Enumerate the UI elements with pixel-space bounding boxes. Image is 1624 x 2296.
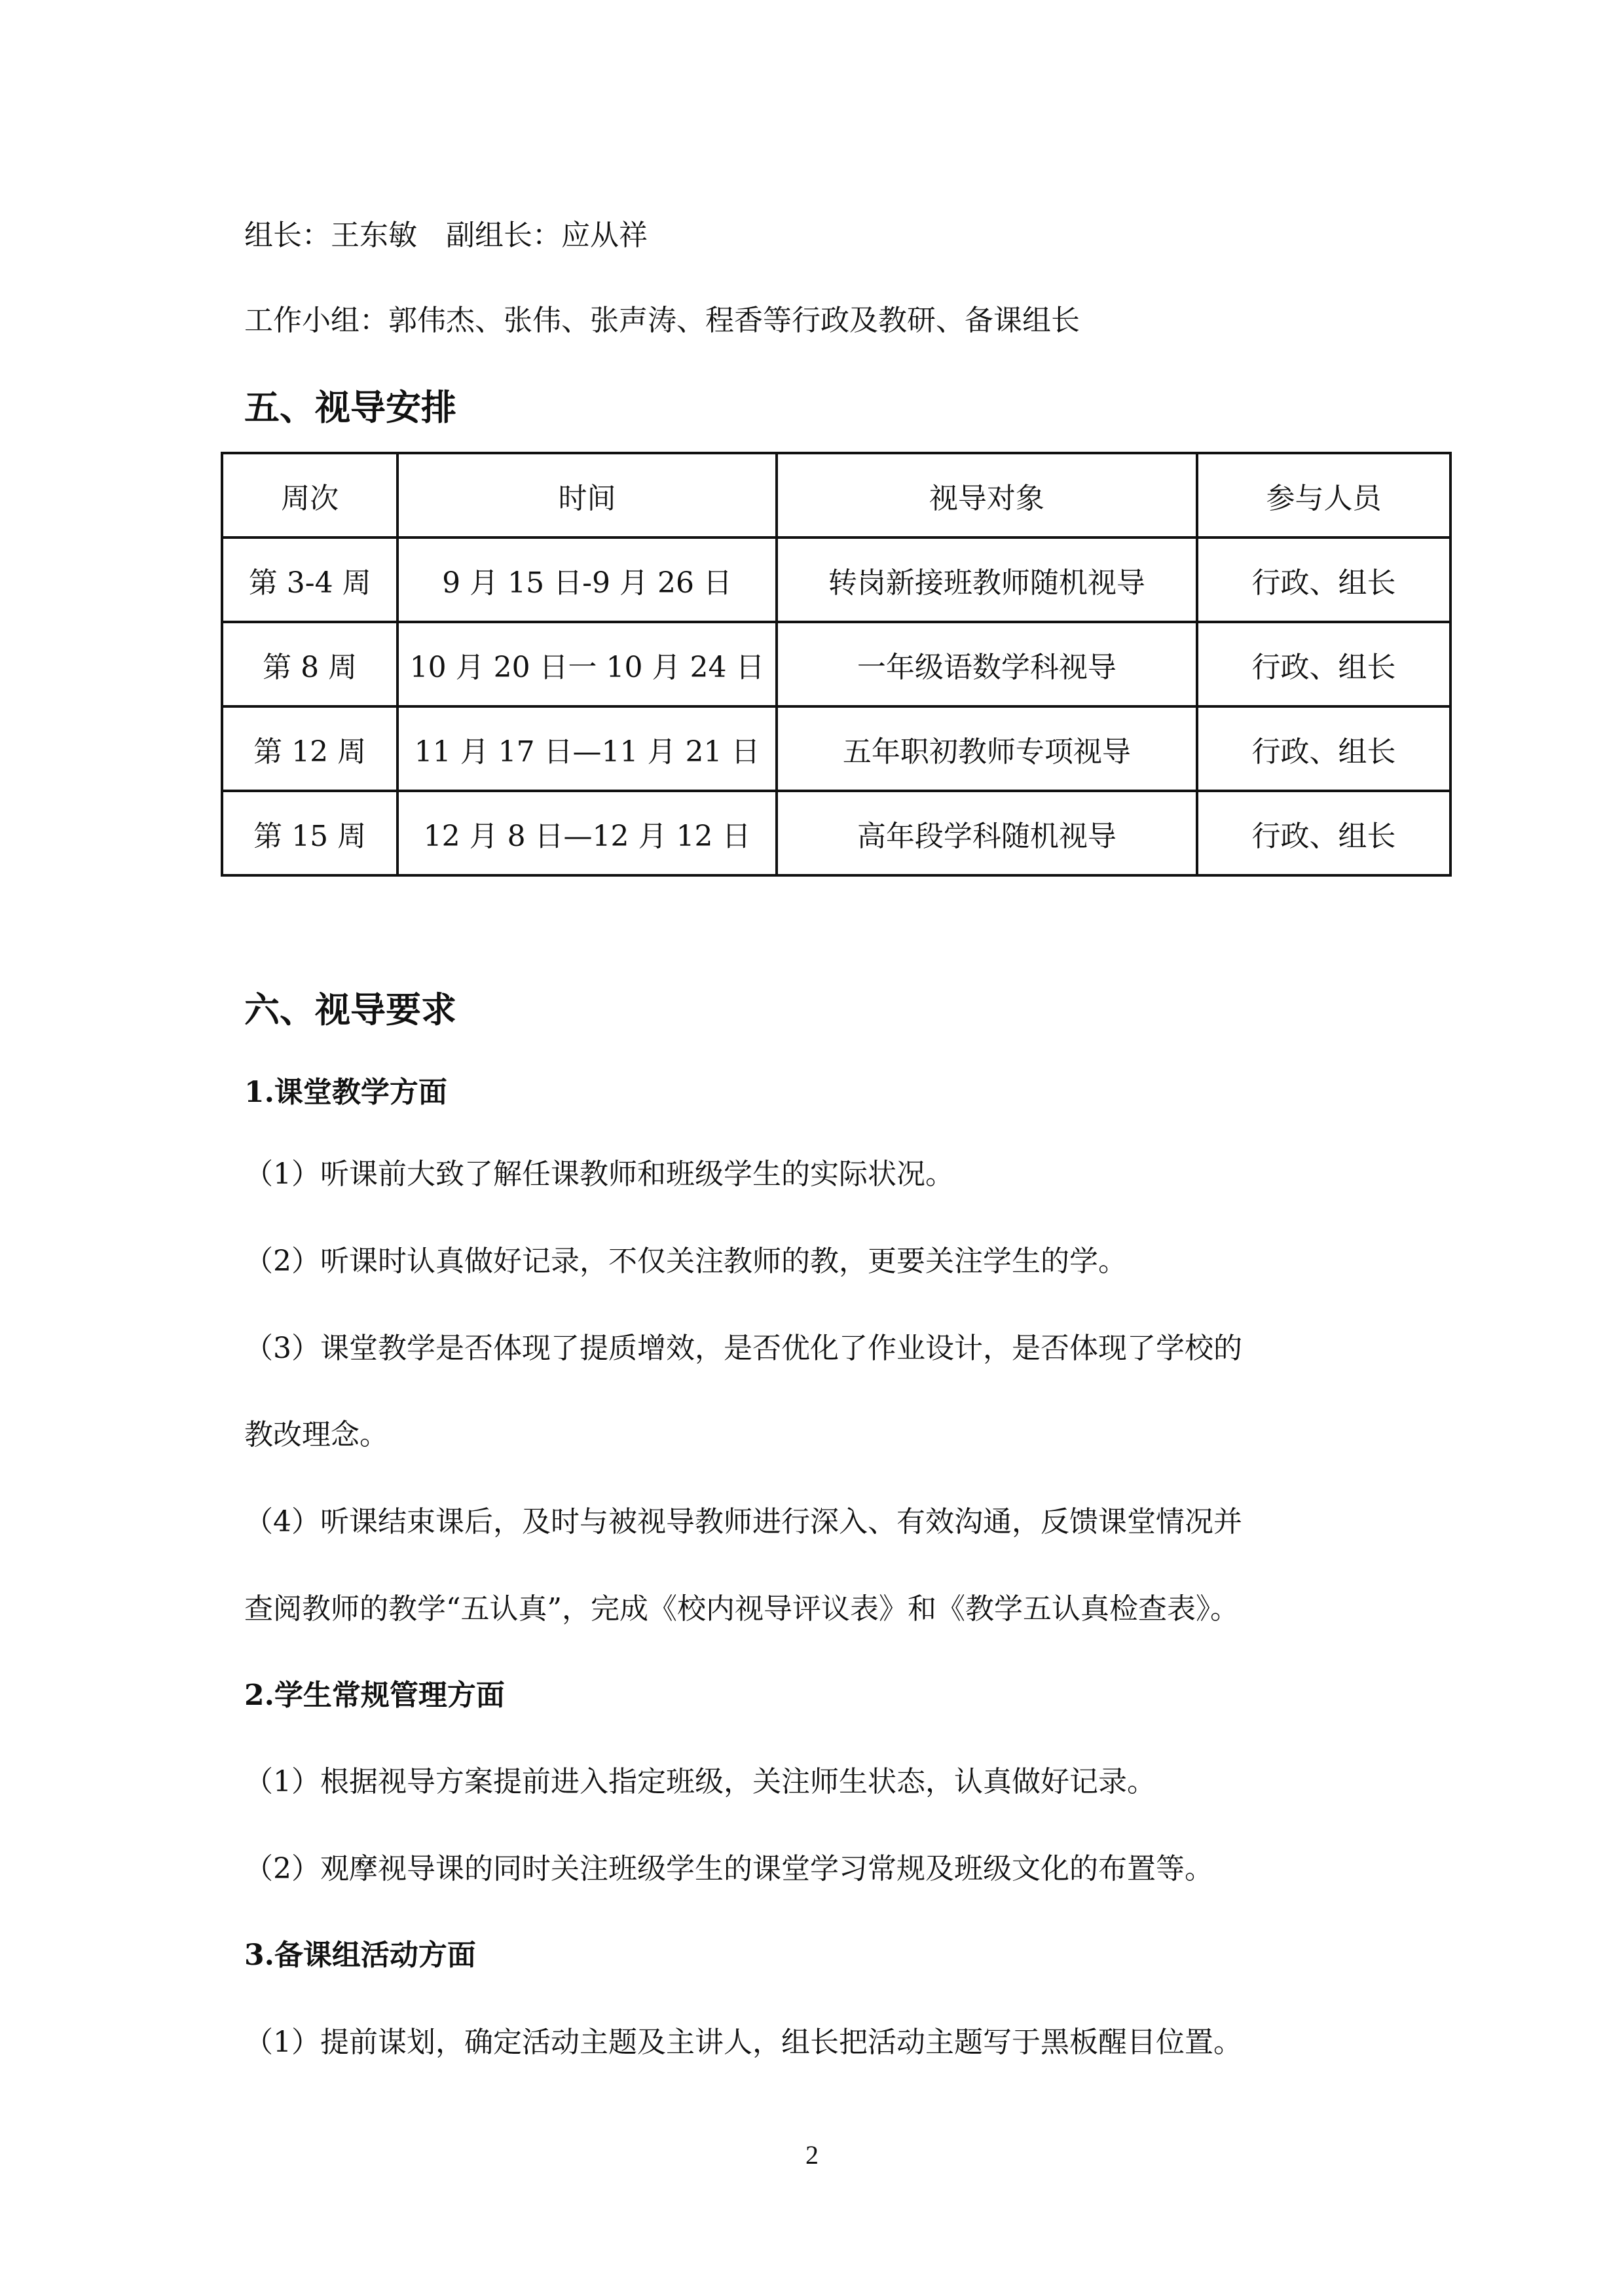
cell-target: 高年段学科随机视导 bbox=[777, 791, 1197, 875]
table-row bbox=[222, 622, 1450, 706]
cell-time: 9 月 15 日-9 月 26 日 bbox=[397, 538, 776, 622]
cell-week: 第 8 周 bbox=[222, 622, 397, 706]
table-header-row bbox=[222, 453, 1450, 538]
paragraph: （1）听课前大致了解任课教师和班级学生的实际状况。 bbox=[244, 1157, 954, 1191]
cell-target: 一年级语数学科视导 bbox=[777, 622, 1197, 706]
subsection-3-title: 3.备课组活动方面 bbox=[244, 1939, 476, 1972]
cell-participants: 行政、组长 bbox=[1197, 706, 1450, 791]
cell-participants: 行政、组长 bbox=[1197, 791, 1450, 875]
cell-participants: 行政、组长 bbox=[1197, 622, 1450, 706]
table-row bbox=[222, 706, 1450, 791]
paragraph: （1）根据视导方案提前进入指定班级，关注师生状态，认真做好记录。 bbox=[244, 1765, 1156, 1798]
working-group-line: 工作小组：郭伟杰、张伟、张声涛、程香等行政及教研、备课组长 bbox=[244, 304, 1080, 337]
table-row bbox=[222, 538, 1450, 622]
header-time: 时间 bbox=[397, 453, 776, 538]
paragraph: （2）观摩视导课的同时关注班级学生的课堂学习常规及班级文化的布置等。 bbox=[244, 1852, 1213, 1886]
cell-target: 五年职初教师专项视导 bbox=[777, 706, 1197, 791]
paragraph: （1）提前谋划，确定活动主题及主讲人，组长把活动主题写于黑板醒目位置。 bbox=[244, 2026, 1242, 2059]
section-5-title: 五、视导安排 bbox=[244, 386, 456, 428]
subsection-2-title: 2.学生常规管理方面 bbox=[244, 1679, 505, 1712]
cell-week: 第 12 周 bbox=[222, 706, 397, 791]
cell-week: 第 3-4 周 bbox=[222, 538, 397, 622]
leaders-line: 组长：王东敏 副组长：应从祥 bbox=[244, 219, 648, 252]
paragraph: （2）听课时认真做好记录，不仅关注教师的教，更要关注学生的学。 bbox=[244, 1245, 1127, 1278]
cell-time: 10 月 20 日一 10 月 24 日 bbox=[397, 622, 776, 706]
header-week: 周次 bbox=[222, 453, 397, 538]
cell-time: 12 月 8 日—12 月 12 日 bbox=[397, 791, 776, 875]
cell-time: 11 月 17 日—11 月 21 日 bbox=[397, 706, 776, 791]
cell-participants: 行政、组长 bbox=[1197, 538, 1450, 622]
cell-target: 转岗新接班教师随机视导 bbox=[777, 538, 1197, 622]
header-target: 视导对象 bbox=[777, 453, 1197, 538]
paragraph: （4）听课结束课后，及时与被视导教师进行深入、有效沟通，反馈课堂情况并 bbox=[244, 1505, 1242, 1539]
paragraph: 查阅教师的教学“五认真”，完成《校内视导评议表》和《教学五认真检查表》。 bbox=[244, 1592, 1239, 1626]
cell-week: 第 15 周 bbox=[222, 791, 397, 875]
subsection-1-title: 1.课堂教学方面 bbox=[244, 1076, 447, 1109]
schedule-table bbox=[221, 452, 1452, 877]
table-row bbox=[222, 791, 1450, 875]
page-number: 2 bbox=[805, 2140, 819, 2170]
paragraph: 教改理念。 bbox=[244, 1418, 388, 1451]
header-participants: 参与人员 bbox=[1197, 453, 1450, 538]
section-6-title: 六、视导要求 bbox=[244, 989, 456, 1030]
paragraph: （3）课堂教学是否体现了提质增效，是否优化了作业设计，是否体现了学校的 bbox=[244, 1332, 1242, 1365]
